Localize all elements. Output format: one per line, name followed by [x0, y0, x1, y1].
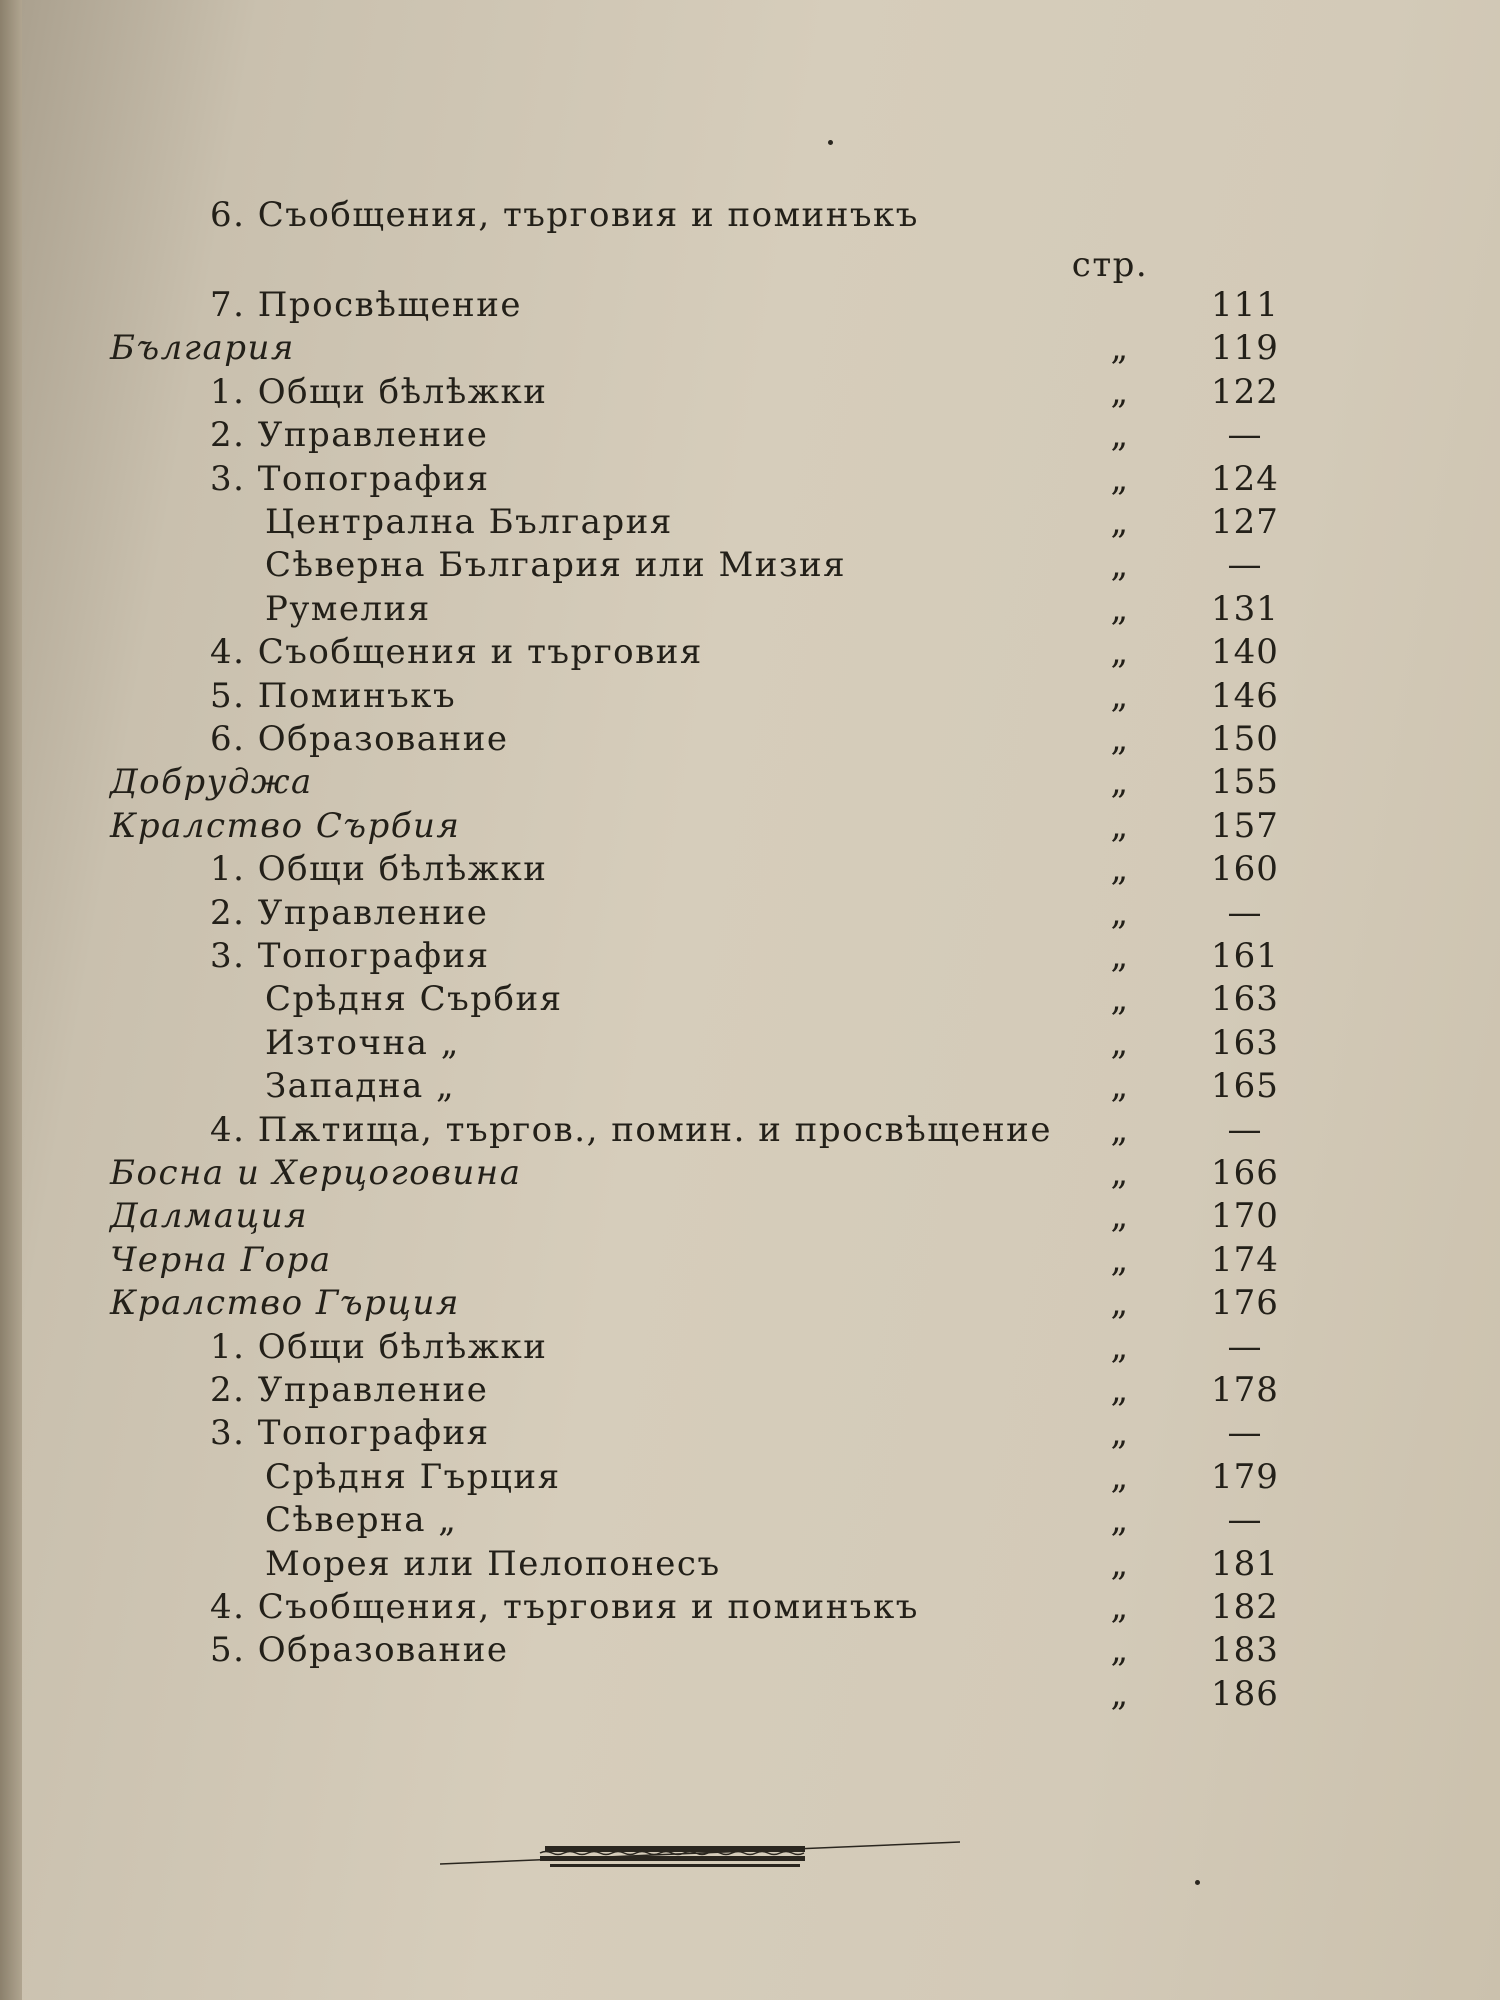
toc-entry-title: Добруджа [110, 762, 313, 803]
toc-entry-page: 155 [1211, 762, 1279, 803]
toc-row [0, 1196, 1500, 1236]
toc-entry-page: 131 [1211, 588, 1279, 629]
toc-entry-title: 6. Съобщения, търговия и поминъкъ [210, 195, 919, 235]
toc-entry-page: 146 [1211, 675, 1279, 716]
ditto-mark: „ [1110, 1500, 1130, 1541]
toc-entry-title: 4. Пѫтища, търгов., помин. и просвѣщение [210, 1109, 1052, 1150]
toc-entry-page: 166 [1211, 1153, 1279, 1193]
toc-entry-title: 1. Общи бѣлѣжки [210, 371, 548, 412]
toc-entry-title: Кралство Сърбия [110, 805, 461, 846]
toc-entry-page: 163 [1211, 979, 1279, 1020]
toc-entry-page: — [1227, 1413, 1263, 1454]
toc-entry-title: 4. Съобщения, търговия и поминъкъ [210, 1587, 919, 1627]
ditto-mark: „ [1110, 415, 1130, 456]
ditto-mark: „ [1110, 545, 1130, 586]
toc-row [0, 762, 1500, 802]
toc-row [0, 1283, 1500, 1323]
toc-row [0, 415, 1500, 455]
toc-entry-title: Сѣверна България или Мизия [265, 545, 847, 586]
ditto-mark: „ [1110, 588, 1130, 629]
toc-entry-page: 179 [1211, 1456, 1279, 1497]
toc-row [0, 589, 1500, 629]
ditto-mark: „ [1110, 1630, 1130, 1671]
toc-row [0, 979, 1500, 1019]
toc-entry-page: 170 [1211, 1196, 1279, 1237]
ditto-mark: „ [1110, 936, 1130, 976]
toc-row [0, 1457, 1500, 1497]
toc-entry-page: 140 [1211, 632, 1279, 673]
ditto-mark: „ [1110, 1066, 1130, 1107]
toc-entry-title: 3. Топография [210, 936, 490, 976]
ditto-mark: „ [1110, 979, 1130, 1020]
toc-row [0, 1587, 1500, 1627]
ditto-mark: „ [1110, 371, 1130, 412]
toc-entry-title: 3. Топография [210, 458, 490, 499]
toc-entry-title: 2. Управление [210, 892, 489, 933]
toc-entry-page: 181 [1211, 1543, 1279, 1584]
ditto-mark: „ [1110, 1370, 1130, 1410]
toc-entry-page: 124 [1211, 458, 1279, 499]
toc-row-top [0, 195, 1500, 235]
toc-row [0, 285, 1500, 325]
ditto-mark: „ [1110, 1543, 1130, 1584]
toc-entry-page: 163 [1211, 1022, 1279, 1063]
ditto-mark: „ [1110, 1022, 1130, 1063]
toc-entry-title: 3. Топография [210, 1413, 490, 1454]
ditto-mark: „ [1110, 458, 1130, 499]
ditto-mark: „ [1110, 805, 1130, 846]
toc-row [0, 1066, 1500, 1106]
toc-entry-page: 165 [1211, 1066, 1279, 1107]
toc-row [0, 1023, 1500, 1063]
ditto-mark: „ [1110, 1283, 1130, 1324]
toc-row [0, 328, 1500, 368]
page-column-label: стр. [1071, 245, 1149, 285]
toc-row [0, 719, 1500, 759]
ditto-mark: „ [1110, 1413, 1130, 1454]
toc-entry-page: — [1227, 545, 1263, 586]
toc-entry-page: 127 [1211, 502, 1279, 542]
toc-entry-title: 5. Поминъкъ [210, 675, 457, 716]
toc-row [0, 893, 1500, 933]
toc-entry-title: 1. Общи бѣлѣжки [210, 849, 548, 890]
toc-entry-title: Морея или Пелопонесъ [265, 1543, 721, 1584]
toc-entry-title: Срѣдня Гърция [265, 1456, 561, 1497]
ditto-mark: „ [1110, 849, 1130, 890]
ditto-mark: „ [1110, 632, 1130, 673]
toc-row [0, 502, 1500, 542]
toc-entry-page: — [1227, 892, 1263, 933]
ditto-mark: „ [1110, 1239, 1130, 1280]
toc-row [0, 1544, 1500, 1584]
ditto-mark: „ [1110, 719, 1130, 759]
ditto-mark: „ [1110, 328, 1130, 369]
ditto-mark: „ [1110, 1587, 1130, 1627]
ditto-mark: „ [1110, 675, 1130, 716]
toc-entry-title: Източна „ [265, 1022, 460, 1063]
toc-row [0, 1153, 1500, 1193]
toc-row [0, 1674, 1500, 1714]
ditto-mark: „ [1110, 762, 1130, 803]
toc-entry-page: — [1227, 1500, 1263, 1541]
toc-entry-title: Румелия [265, 588, 431, 629]
toc-entry-title: 2. Управление [210, 415, 489, 456]
toc-entry-title: Западна „ [265, 1066, 456, 1107]
ditto-mark: „ [1110, 892, 1130, 933]
toc-entry-page: — [1227, 1326, 1263, 1367]
toc-entry-title: Босна и Херцоговина [110, 1153, 522, 1193]
toc-entry-page: 157 [1211, 805, 1279, 846]
toc-row [0, 1327, 1500, 1367]
toc-entry-page: 160 [1211, 849, 1279, 890]
toc-entry-page: 182 [1211, 1587, 1279, 1627]
toc-row [0, 545, 1500, 585]
toc-entry-title: 1. Общи бѣлѣжки [210, 1326, 548, 1367]
toc-entry-title: Черна Гора [110, 1239, 332, 1280]
toc-entry-page: 122 [1211, 371, 1279, 412]
toc-row [0, 372, 1500, 412]
toc-entry-page: 174 [1211, 1239, 1279, 1280]
ditto-mark: „ [1110, 1326, 1130, 1367]
ditto-mark: „ [1110, 1109, 1130, 1150]
toc-row [0, 806, 1500, 846]
toc-entry-title: Срѣдня Сърбия [265, 979, 563, 1020]
toc-row [0, 1110, 1500, 1150]
toc-entry-title: Централна България [265, 502, 673, 542]
toc-row [0, 1413, 1500, 1453]
toc-entry-page: 186 [1211, 1673, 1279, 1714]
toc-entry-title: България [110, 328, 295, 369]
toc-entry-page: 176 [1211, 1283, 1279, 1324]
ditto-mark: „ [1110, 1673, 1130, 1714]
toc-entry-title: 7. Просвѣщение [210, 285, 522, 325]
toc-row [0, 1240, 1500, 1280]
toc-row [0, 849, 1500, 889]
toc-entry-page: 150 [1211, 719, 1279, 759]
toc-entry-page: — [1227, 415, 1263, 456]
toc-entry-page: 178 [1211, 1370, 1279, 1410]
page-column-label-row [0, 245, 1500, 285]
toc-row [0, 1500, 1500, 1540]
toc-row [0, 1370, 1500, 1410]
toc-row [0, 459, 1500, 499]
closing-ornament-rule [440, 1832, 960, 1872]
toc-row [0, 632, 1500, 672]
toc-row [0, 676, 1500, 716]
toc-entry-title: 2. Управление [210, 1370, 489, 1410]
toc-entry-title: Сѣверна „ [265, 1500, 458, 1541]
ditto-mark: „ [1110, 1153, 1130, 1193]
toc-entry-title: 6. Образование [210, 719, 509, 759]
ditto-mark: „ [1110, 1456, 1130, 1497]
toc-entry-page: 111 [1211, 285, 1279, 325]
toc-entry-page: — [1227, 1109, 1263, 1150]
toc-entry-title: 4. Съобщения и търговия [210, 632, 703, 673]
toc-entry-page: 161 [1211, 936, 1279, 976]
toc-entry-page: 119 [1211, 328, 1279, 369]
ditto-mark: „ [1110, 502, 1130, 542]
toc-entry-title: Кралство Гърция [110, 1283, 460, 1324]
toc-entry-title: Далмация [110, 1196, 309, 1237]
toc-entry-title: 5. Образование [210, 1630, 509, 1671]
ditto-mark: „ [1110, 1196, 1130, 1237]
toc-entry-page: 183 [1211, 1630, 1279, 1671]
toc-row [0, 936, 1500, 976]
toc-row [0, 1630, 1500, 1670]
